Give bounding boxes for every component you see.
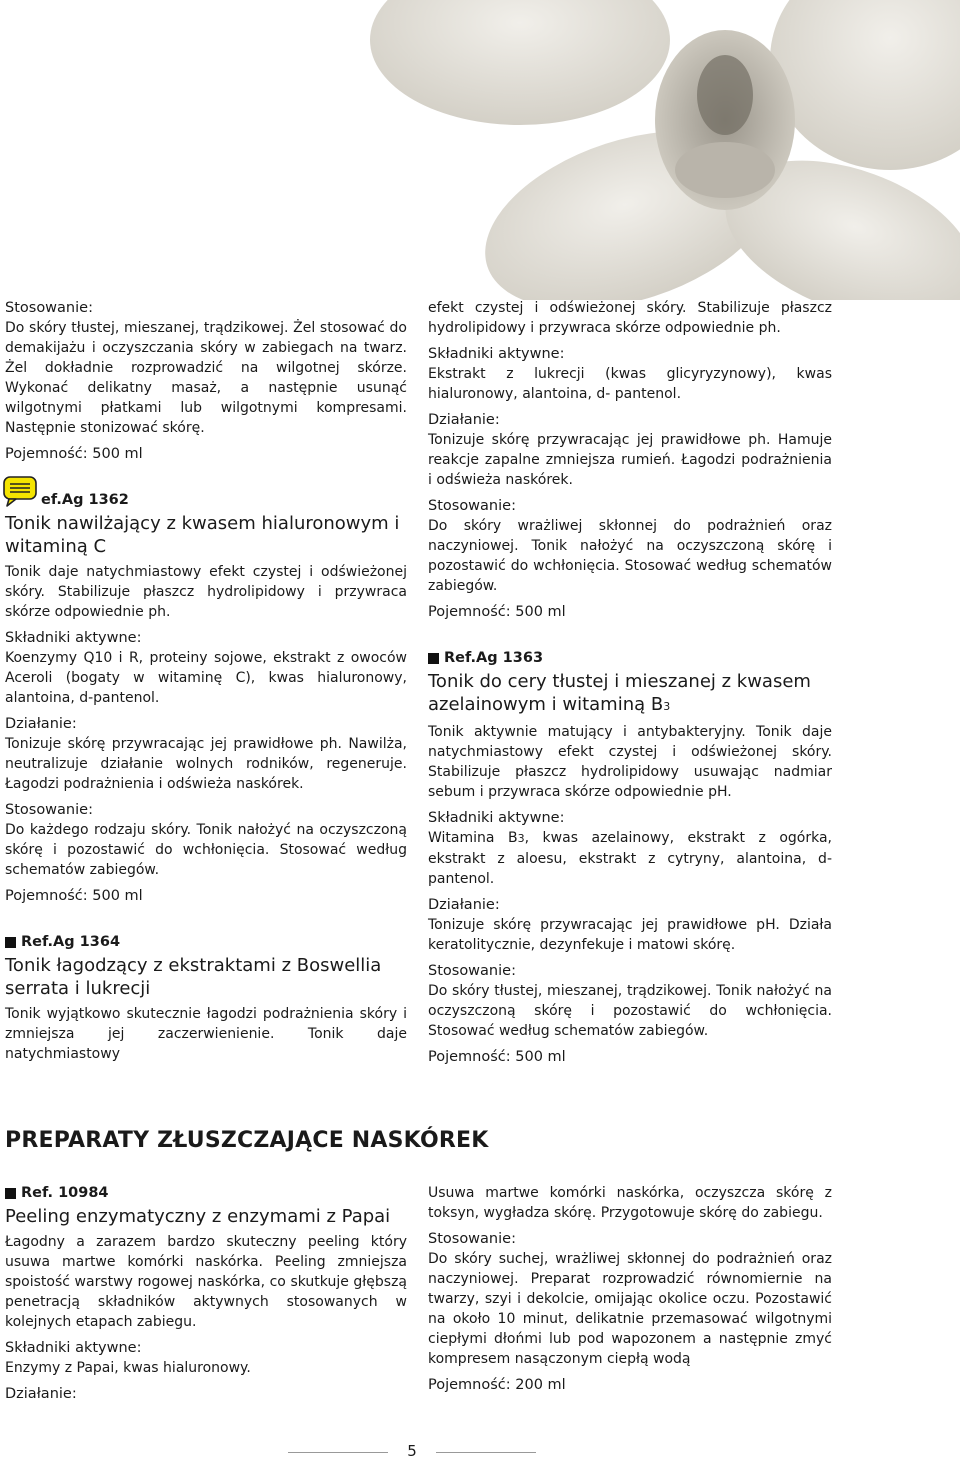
product-ref-1364 [5, 932, 407, 952]
capacity-line [428, 602, 832, 622]
action-label: Działanie: [428, 897, 500, 913]
product-title-1363 [428, 670, 832, 718]
column-left-bottom [5, 1183, 407, 1404]
product-intro-1364-cont: efekt czystej i odświeżonej skóry. Stabilizuje płaszcz hydrolipidowy i przywraca skórze odpowiednie ph. [428, 300, 832, 336]
capacity-label: Pojemność: [428, 604, 511, 620]
column-right-top [428, 298, 832, 1067]
action-text-1362: Tonizuje skórę przywracając jej prawidłowe ph. Nawilża, neutralizuje działanie wolnych rodników, regeneruje. Łagodzi podrażnienia i odświeża naskórek. [5, 736, 407, 792]
active-text-1364: Ekstrakt z lukrecji (kwas glicyryzynowy), kwas hialuronowy, alantoina, d- pantenol. [428, 366, 832, 402]
column-left-top [5, 298, 407, 1064]
bullet-square-icon [428, 653, 439, 664]
action-text-1363: Tonizuje skórę przywracając jej prawidłowe pH. Działa keratolitycznie, dezynfekuje i matowi skórę. [428, 917, 832, 953]
product-intro-10984: Łagodny a zarazem bardzo skuteczny peeling który usuwa martwe komórki naskórka. Peeling zmniejsza spoistość warstwy rogowej naskórka, co skutkuje głębszą penetracją składników aktywnych stosowanych w kolejnych etapach zabiegu. [5, 1234, 407, 1330]
orchid-image [330, 0, 960, 300]
product-intro-1362: Tonik daje natychmiastowy efekt czystej i odświeżonej skóry. Stabilizuje płaszcz hydrolipidowy i przywraca skórze odpowiednie ph. [5, 564, 407, 620]
usage-text-10984: Do skóry suchej, wrażliwej skłonnej do podrażnień oraz naczyniowej. Preparat rozprowadzić równomiernie na twarzy, szyi i dekolcie, omijając okolice oczu. Pozostawić na około 10 minut, delikatnie przemasować wilgotnymi ciepłymi dłońmi lub pod wapozonem a następnie zmyć kompresem nasączonym ciepłą wodą [428, 1251, 832, 1367]
product-intro-1364: Tonik wyjątkowo skutecznie łagodzi podrażnienia skóry i zmniejsza jej zaczerwienienie. Tonik daje natychmiastowy [5, 1006, 407, 1062]
product-ref-1362 [5, 490, 407, 510]
active-label: Składniki aktywne: [5, 1340, 142, 1356]
usage-text-1363: Do skóry tłustej, mieszanej, trądzikowej. Tonik nałożyć na oczyszczoną skórę i pozostawić do wchłonięcia. Stosować według schematów zabiegów. [428, 983, 832, 1039]
usage-text-1362: Do każdego rodzaju skóry. Tonik nałożyć na oczyszczoną skórę i pozostawić do wchłonięcia. Stosować według schematów zabiegów. [5, 822, 407, 878]
product-title-10984: Peeling enzymatyczny z enzymami z Papai [5, 1206, 391, 1227]
title-text: Tonik do cery tłustej i mieszanej z kwasem azelainowym i witaminą B [428, 671, 811, 715]
capacity-line [5, 886, 407, 906]
capacity-value: 500 ml [515, 604, 566, 620]
action-label: Działanie: [428, 412, 500, 428]
active-label: Składniki aktywne: [428, 346, 565, 362]
ref-text: Ref.Ag 1364 [21, 934, 121, 950]
capacity-line [428, 1375, 832, 1395]
usage-label: Stosowanie: [5, 300, 93, 316]
capacity-label: Pojemność: [5, 888, 88, 904]
capacity-label: Pojemność: [428, 1049, 511, 1065]
ref-text: ef.Ag 1362 [41, 492, 129, 508]
usage-text-1364: Do skóry wrażliwej skłonnej do podrażnień oraz naczyniowej. Tonik nałożyć na oczyszczoną skórę i pozostawić do wchłonięcia. Stosować według schematów zabiegów. [428, 518, 832, 594]
bullet-square-icon [5, 937, 16, 948]
footer-rule-right [436, 1452, 536, 1453]
capacity-line [5, 444, 407, 464]
action-text-1364: Tonizuje skórę przywracając jej prawidłowe ph. Hamuje reakcje zapalne zmniejsza rumień. Łagodzi podrażnienia i odświeża naskórek. [428, 432, 832, 488]
active-text-1362: Koenzymy Q10 i R, proteiny sojowe, ekstrakt z owoców Aceroli (bogaty w witaminę C), kwas hialuronowy, alantoina, d-pantenol. [5, 650, 407, 706]
usage-label: Stosowanie: [428, 963, 516, 979]
capacity-value: 500 ml [92, 446, 143, 462]
ref-text: Ref.Ag 1363 [444, 650, 544, 666]
active-text-10984: Enzymy z Papai, kwas hialuronowy. [5, 1360, 251, 1376]
product-ref-10984 [5, 1183, 407, 1203]
active-subscript: 3 [517, 832, 525, 845]
capacity-value: 500 ml [515, 1049, 566, 1065]
bullet-square-icon [5, 1188, 16, 1199]
capacity-label: Pojemność: [5, 446, 88, 462]
capacity-value: 200 ml [515, 1377, 566, 1393]
active-post: , kwas azelainowy, ekstrakt z ogórka, ekstrakt z aloesu, ekstrakt z cytryny, alantoina, d-pantenol. [428, 830, 832, 887]
active-text-1363 [428, 828, 832, 889]
capacity-label: Pojemność: [428, 1377, 511, 1393]
active-label: Składniki aktywne: [5, 630, 142, 646]
product-ref-1363 [428, 648, 832, 668]
action-text-10984: Usuwa martwe komórki naskórka, oczyszcza skórę z toksyn, wygładza skórę. Przygotowuje skórę do zabiegu. [428, 1185, 832, 1221]
intro-usage-text: Do skóry tłustej, mieszanej, trądzikowej. Żel stosować do demakijażu i oczyszczania skóry w zabiegach na twarz. Żel dokładnie rozprowadzić na wilgotnej skórze. Wykonać delikatny masaż, a następnie usunąć wilgotnymi płatkami lub wilgotnymi kompresami. Następnie stonizować skórę. [5, 320, 407, 436]
active-label: Składniki aktywne: [428, 810, 565, 826]
footer-rule-left [288, 1452, 388, 1453]
page-number: 5 [407, 1442, 417, 1460]
title-subscript: 3 [663, 700, 671, 713]
capacity-value: 500 ml [92, 888, 143, 904]
product-title-1364: Tonik łagodzący z ekstraktami z Boswellia serrata i lukrecji [5, 955, 382, 999]
product-title-1362: Tonik nawilżający z kwasem hialuronowym i witaminą C [5, 513, 400, 557]
usage-label: Stosowanie: [428, 1231, 516, 1247]
section-title: PREPARATY ZŁUSZCZAJĄCE NASKÓREK [5, 1128, 489, 1153]
action-label: Działanie: [5, 1386, 77, 1402]
active-pre: Witamina B [428, 830, 518, 846]
column-right-bottom [428, 1183, 832, 1395]
product-intro-1363: Tonik aktywnie matujący i antybakteryjny. Tonik daje natychmiastowy efekt czystej i odświeżonej skóry. Stabilizuje płaszcz hydrolipidowy usuwając nadmiar sebum i przywraca skórze odpowiednie pH. [428, 724, 832, 800]
usage-label: Stosowanie: [428, 498, 516, 514]
ref-text: Ref. 10984 [21, 1185, 109, 1201]
usage-label: Stosowanie: [5, 802, 93, 818]
action-label: Działanie: [5, 716, 77, 732]
capacity-line [428, 1047, 832, 1067]
